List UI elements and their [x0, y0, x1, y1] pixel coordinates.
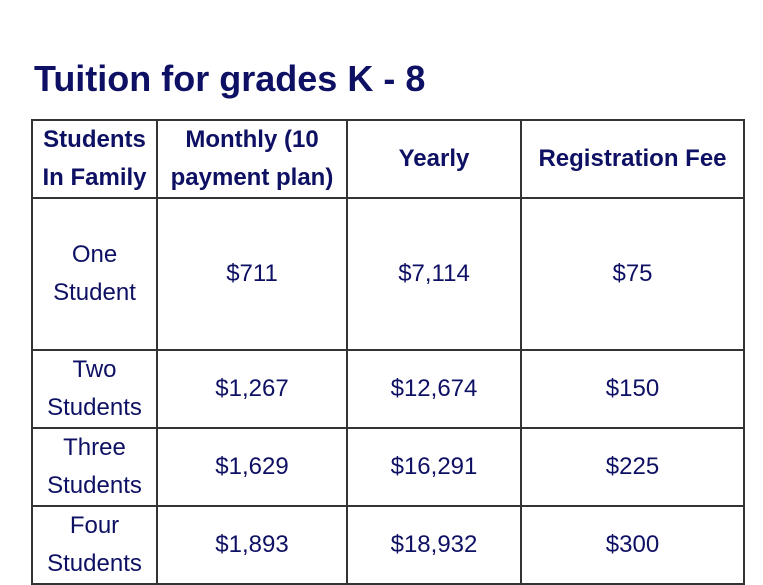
students-line1: Two: [72, 356, 117, 383]
monthly-cell: $711: [157, 198, 347, 350]
registration-cell: $75: [521, 198, 744, 350]
students-line1: Three: [63, 434, 126, 461]
monthly-cell: $1,893: [157, 506, 347, 584]
students-cell: [32, 428, 157, 506]
table-body: [32, 198, 744, 584]
table-row: [32, 506, 744, 584]
students-line2: Student: [53, 279, 136, 306]
table-row: [32, 198, 744, 350]
yearly-cell: $12,674: [347, 350, 521, 428]
header-row: [32, 120, 744, 198]
header-monthly-line2: payment plan): [170, 164, 334, 191]
header-yearly: Yearly: [347, 120, 521, 198]
students-line2: Students: [47, 550, 142, 577]
header-monthly-line1: Monthly (10: [185, 126, 319, 153]
page-title: Tuition for grades K - 8: [34, 58, 426, 99]
registration-cell: $300: [521, 506, 744, 584]
students-line1: Four: [69, 512, 120, 539]
tuition-table: [31, 119, 745, 585]
header-students-in-family: [32, 120, 157, 198]
students-cell: [32, 350, 157, 428]
students-cell: [32, 506, 157, 584]
table-row: [32, 350, 744, 428]
header-students-line2: In Family: [42, 164, 147, 191]
header-students-line1: Students: [43, 126, 146, 153]
header-monthly: [157, 120, 347, 198]
registration-cell: $225: [521, 428, 744, 506]
monthly-cell: $1,629: [157, 428, 347, 506]
monthly-cell: $1,267: [157, 350, 347, 428]
students-line2: Students: [47, 472, 142, 499]
yearly-cell: $18,932: [347, 506, 521, 584]
table-header: [32, 120, 744, 198]
yearly-cell: $16,291: [347, 428, 521, 506]
students-line2: Students: [47, 394, 142, 421]
yearly-cell: $7,114: [347, 198, 521, 350]
students-line1: One: [71, 241, 118, 268]
registration-cell: $150: [521, 350, 744, 428]
header-registration-fee: Registration Fee: [521, 120, 744, 198]
students-cell: [32, 198, 157, 350]
table-row: [32, 428, 744, 506]
